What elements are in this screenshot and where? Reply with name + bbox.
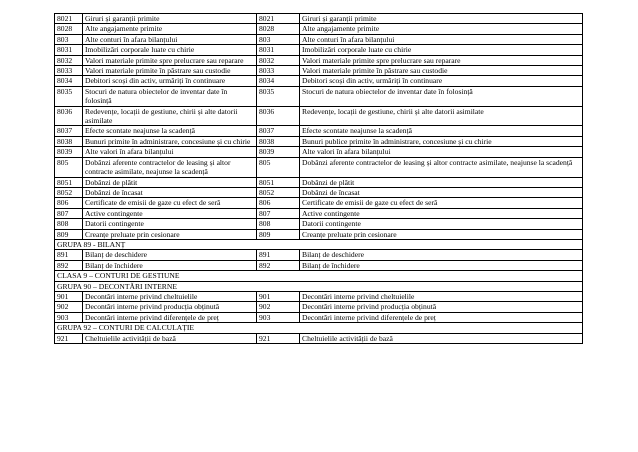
account-name-new: Datorii contingente xyxy=(300,219,583,229)
account-code-new: 8021 xyxy=(257,14,300,24)
account-code-new: 8038 xyxy=(257,136,300,146)
account-name-old: Giruri și garanții primite xyxy=(83,14,257,24)
account-name-new: Dobânzi aferente contractelor de leasing și altor contracte asimilate, neajunse la scadență xyxy=(300,157,583,177)
account-name-new: Alte valori în afara bilanțului xyxy=(300,147,583,157)
account-name-new: Creanțe preluate prin cesionare xyxy=(300,229,583,239)
account-code-new: 8028 xyxy=(257,24,300,34)
account-code-old: 921 xyxy=(55,333,83,343)
account-name-new: Valori materiale primite în păstrare sau custodie xyxy=(300,66,583,76)
account-name-old: Active contingente xyxy=(83,208,257,218)
account-code-old: 808 xyxy=(55,219,83,229)
account-name-old: Decontări interne privind producția obținută xyxy=(83,302,257,312)
account-name-new: Debitori scoși din activ, urmăriți în continuare xyxy=(300,76,583,86)
account-code-new: 8039 xyxy=(257,147,300,157)
group-header-text: CLASA 9 – CONTURI DE GESTIUNE xyxy=(55,271,583,281)
accounts-comparison-table xyxy=(54,13,583,344)
account-name-new: Efecte scontate neajunse la scadență xyxy=(300,126,583,136)
account-code-new: 8033 xyxy=(257,66,300,76)
account-name-old: Bunuri primite în administrare, concesiune și cu chirie xyxy=(83,136,257,146)
account-code-new: 8035 xyxy=(257,86,300,106)
account-name-new: Decontări interne privind producția obținută xyxy=(300,302,583,312)
account-code-old: 8051 xyxy=(55,177,83,187)
table-row xyxy=(55,302,583,312)
account-code-old: 892 xyxy=(55,260,83,270)
table-row xyxy=(55,147,583,157)
account-code-old: 8036 xyxy=(55,106,83,126)
account-code-old: 807 xyxy=(55,208,83,218)
account-code-new: 902 xyxy=(257,302,300,312)
account-code-old: 902 xyxy=(55,302,83,312)
account-code-old: 8028 xyxy=(55,24,83,34)
account-code-new: 806 xyxy=(257,198,300,208)
account-name-new: Valori materiale primite spre prelucrare sau reparare xyxy=(300,55,583,65)
account-code-new: 809 xyxy=(257,229,300,239)
account-code-old: 8037 xyxy=(55,126,83,136)
table-row xyxy=(55,14,583,24)
account-name-new: Imobilizări corporale luate cu chirie xyxy=(300,45,583,55)
account-code-new: 8036 xyxy=(257,106,300,126)
table-row xyxy=(55,187,583,197)
account-code-new: 807 xyxy=(257,208,300,218)
account-name-old: Dobânzi de încasat xyxy=(83,187,257,197)
account-name-new: Cheltuielile activității de bază xyxy=(300,333,583,343)
table-row xyxy=(55,106,583,126)
account-code-new: 808 xyxy=(257,219,300,229)
table-row xyxy=(55,177,583,187)
account-code-new: 8034 xyxy=(257,76,300,86)
account-code-old: 901 xyxy=(55,291,83,301)
account-name-old: Dobânzi de plătit xyxy=(83,177,257,187)
account-code-new: 891 xyxy=(257,250,300,260)
account-code-new: 8052 xyxy=(257,187,300,197)
account-name-new: Active contingente xyxy=(300,208,583,218)
account-name-old: Alte valori în afara bilanțului xyxy=(83,147,257,157)
table-row xyxy=(55,34,583,44)
accounts-table-body xyxy=(55,14,583,344)
table-row xyxy=(55,229,583,239)
table-row xyxy=(55,157,583,177)
table-row xyxy=(55,208,583,218)
account-name-old: Datorii contingente xyxy=(83,219,257,229)
account-code-old: 8035 xyxy=(55,86,83,106)
table-row xyxy=(55,24,583,34)
account-name-new: Stocuri de natura obiectelor de inventar date în folosință xyxy=(300,86,583,106)
account-name-old: Decontări interne privind cheltuielile xyxy=(83,291,257,301)
account-name-new: Dobânzi de încasat xyxy=(300,187,583,197)
account-code-new: 8037 xyxy=(257,126,300,136)
account-name-new: Giruri și garanții primite xyxy=(300,14,583,24)
account-code-new: 8031 xyxy=(257,45,300,55)
account-code-old: 809 xyxy=(55,229,83,239)
table-row xyxy=(55,198,583,208)
table-row xyxy=(55,219,583,229)
table-row xyxy=(55,66,583,76)
group-header-row xyxy=(55,271,583,281)
account-name-old: Alte conturi în afara bilanțului xyxy=(83,34,257,44)
group-header-text: GRUPA 92 – CONTURI DE CALCULAȚIE xyxy=(55,323,583,333)
group-header-row xyxy=(55,281,583,291)
account-name-new: Alte conturi în afara bilanțului xyxy=(300,34,583,44)
group-header-row xyxy=(55,239,583,249)
account-code-old: 8033 xyxy=(55,66,83,76)
table-row xyxy=(55,86,583,106)
account-code-old: 8038 xyxy=(55,136,83,146)
account-name-new: Decontări interne privind cheltuielile xyxy=(300,291,583,301)
account-code-old: 803 xyxy=(55,34,83,44)
account-name-old: Bilanț de închidere xyxy=(83,260,257,270)
account-name-old: Debitori scoși din activ, urmăriți în continuare xyxy=(83,76,257,86)
account-name-old: Valori materiale primite în păstrare sau custodie xyxy=(83,66,257,76)
account-code-new: 901 xyxy=(257,291,300,301)
account-name-new: Alte angajamente primite xyxy=(300,24,583,34)
account-code-old: 8052 xyxy=(55,187,83,197)
account-code-old: 8039 xyxy=(55,147,83,157)
table-row xyxy=(55,55,583,65)
table-row xyxy=(55,45,583,55)
account-code-old: 8034 xyxy=(55,76,83,86)
account-name-old: Valori materiale primite spre prelucrare sau reparare xyxy=(83,55,257,65)
table-row xyxy=(55,333,583,343)
table-row xyxy=(55,76,583,86)
account-name-old: Creanțe preluate prin cesionare xyxy=(83,229,257,239)
account-code-old: 903 xyxy=(55,312,83,322)
account-name-new: Dobânzi de plătit xyxy=(300,177,583,187)
account-code-new: 892 xyxy=(257,260,300,270)
account-code-new: 8051 xyxy=(257,177,300,187)
table-row xyxy=(55,312,583,322)
account-name-old: Decontări interne privind diferențele de preț xyxy=(83,312,257,322)
account-code-new: 8032 xyxy=(257,55,300,65)
group-header-row xyxy=(55,323,583,333)
account-name-old: Certificate de emisii de gaze cu efect de seră xyxy=(83,198,257,208)
account-name-old: Imobilizări corporale luate cu chirie xyxy=(83,45,257,55)
table-row xyxy=(55,126,583,136)
account-code-old: 8021 xyxy=(55,14,83,24)
account-name-new: Bilanț de deschidere xyxy=(300,250,583,260)
account-code-old: 806 xyxy=(55,198,83,208)
account-name-new: Decontări interne privind diferențele de preț xyxy=(300,312,583,322)
account-name-old: Cheltuielile activității de bază xyxy=(83,333,257,343)
account-name-old: Efecte scontate neajunse la scadență xyxy=(83,126,257,136)
account-name-old: Dobânzi aferente contractelor de leasing și altor contracte asimilate, neajunse la scadență xyxy=(83,157,257,177)
account-code-old: 8032 xyxy=(55,55,83,65)
account-name-old: Alte angajamente primite xyxy=(83,24,257,34)
account-name-old: Redevențe, locații de gestiune, chirii și alte datorii asimilate xyxy=(83,106,257,126)
account-code-new: 921 xyxy=(257,333,300,343)
table-row xyxy=(55,250,583,260)
table-row xyxy=(55,291,583,301)
account-name-new: Certificate de emisii de gaze cu efect de seră xyxy=(300,198,583,208)
group-header-text: GRUPA 90 – DECONTĂRI INTERNE xyxy=(55,281,583,291)
table-row xyxy=(55,136,583,146)
account-code-new: 803 xyxy=(257,34,300,44)
account-code-old: 805 xyxy=(55,157,83,177)
account-name-new: Bunuri publice primite în administrare, concesiune și cu chirie xyxy=(300,136,583,146)
account-name-old: Stocuri de natura obiectelor de inventar date în folosință xyxy=(83,86,257,106)
account-code-new: 805 xyxy=(257,157,300,177)
account-code-old: 891 xyxy=(55,250,83,260)
account-code-new: 903 xyxy=(257,312,300,322)
table-row xyxy=(55,260,583,270)
account-name-new: Redevențe, locații de gestiune, chirii și alte datorii asimilate xyxy=(300,106,583,126)
group-header-text: GRUPA 89 - BILANȚ xyxy=(55,239,583,249)
account-name-old: Bilanț de deschidere xyxy=(83,250,257,260)
account-name-new: Bilanț de închidere xyxy=(300,260,583,270)
account-code-old: 8031 xyxy=(55,45,83,55)
